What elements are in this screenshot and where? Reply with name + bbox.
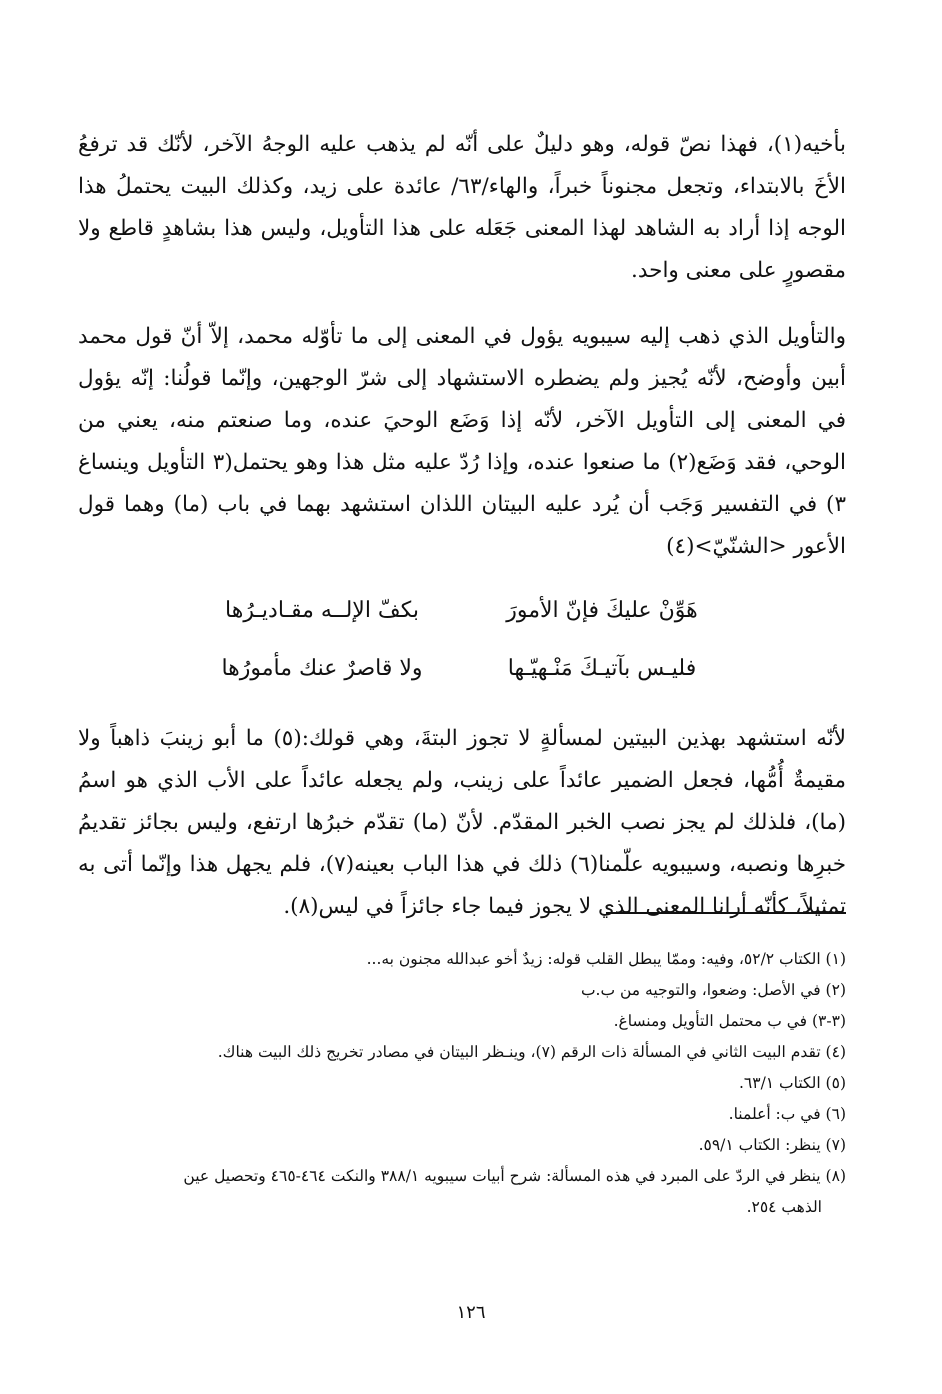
paragraph-1: بأخيه(١)، فهذا نصّ قوله، وهو دليلٌ على أنّه لم يذهب عليه الوجهُ الآخر، لأنّك قد ترفعُ الأخَ بالابتداء، وتجعل مجنوناً خبراً، والهاء/٦٣/ عائدة على زيد، وكذلك البيت يحتملُ هذا الوجه إذا أراد به الشاهد لهذا المعنى جَعَله على هذا التأويل، وليس هذا بشاهدٍ قاطع ولا مقصورٍ على معنى واحد. (78, 132, 846, 283)
verse-1 (78, 582, 846, 640)
verse-2-first-hemistich: فليـس بآتيـكَ مَنْـهيّـها (507, 656, 697, 681)
verse-2-second-hemistich: ولا قاصرٌ عنك مأمورُها (221, 656, 423, 681)
footnote-6: (٦) في ب: أعلمنا. (728, 1105, 846, 1123)
footnote-4: (٤) تقدم البيت الثاني في المسألة ذات الرقم (٧)، وينـظر البيتان في مصادر تخريج ذلك البيت هناك. (217, 1043, 846, 1061)
footnote-8-line-1: (٨) ينظر في الردّ على المبرد في هذه المسألة: شرح أبيات سيبويه ٣٨٨/١ والنكت ٤٦٤-٤٦٥ وتحصيل عين (183, 1167, 846, 1185)
footnote-3: (٣-٣) في ب محتمل التأويل ومنساغ. (613, 1012, 846, 1030)
verse-1-first-hemistich: هَوِّنْ عليكَ فإنّ الأمورَ (506, 598, 698, 623)
page-number: ١٢٦ (456, 1302, 486, 1323)
footnote-8 (78, 1161, 846, 1223)
verse-2 (78, 640, 846, 698)
paragraph-3: لأنّه استشهد بهذين البيتين لمسألةٍ لا تجوز البتةَ، وهي قولك:(٥) ما أبو زينبَ ذاهباً ولا مقيمةٌ أُمُّها، فجعل الضمير عائداً على زينب، ولم يجعله عائداً على الأب الذي هو اسمُ (ما)، فلذلك لم يجز نصب الخبر المقدّم. لأنّ (ما) تقدّم خبرُها ارتفع، وليس بجائز تقديمُ خبرِها ونصبه، وسيبويه علّمنا(٦) ذلك في هذا الباب بعينه(٧)، فلم يجهل هذا وإنّما أتى به تمثيلاً، كأنّه أرانا المعنى الذي لا يجوز فيما جاء جائزاً في ليس(٨). (78, 726, 846, 919)
footnote-1: (١) الكتاب ٥٢/٢، وفيه: وممّا يبطل القلب قوله: زيدٌ أخو عبدالله مجنون به... (366, 950, 846, 968)
paragraph-2: والتأويل الذي ذهب إليه سيبويه يؤول في المعنى إلى ما تأوّله محمد، إلاّ أنّ قول محمد أبين وأوضح، لأنّه يُجيز ولم يضطره الاستشهاد إلى شرّ الوجهين، وإنّما قولُنا: إنّه يؤول في المعنى إلى التأويل الآخر، لأنّه إذا وَضَع الوحيَ عنده، وما صنعتم منه، يعني من الوحي، فقد وَضَع(٢) ما صنعوا عنده، وإذا رُدّ عليه مثل هذا وهو يحتمل(٣ التأويل وينساغ ٣) في التفسير وَجَب أن يُرد عليه البيتان اللذان استشهد بهما في باب (ما) وهما قول الأعور <الشنّيّ>(٤) (78, 324, 847, 559)
footnotes (78, 944, 846, 1223)
footnote-separator (606, 912, 846, 914)
poem-block (78, 582, 846, 698)
main-text (78, 124, 846, 928)
footnote-2: (٢) في الأصل: وضعوا، والتوجيه من ب.ب (580, 981, 846, 999)
footnote-5: (٥) الكتاب ٦٣/١. (738, 1074, 846, 1092)
verse-1-second-hemistich: بكفّ الإلــه مقـاديـرُها (225, 598, 419, 623)
footnote-8-line-2: الذهب ٢٥٤. (746, 1198, 822, 1216)
footnote-7: (٧) ينظر: الكتاب ٥٩/١. (698, 1136, 846, 1154)
